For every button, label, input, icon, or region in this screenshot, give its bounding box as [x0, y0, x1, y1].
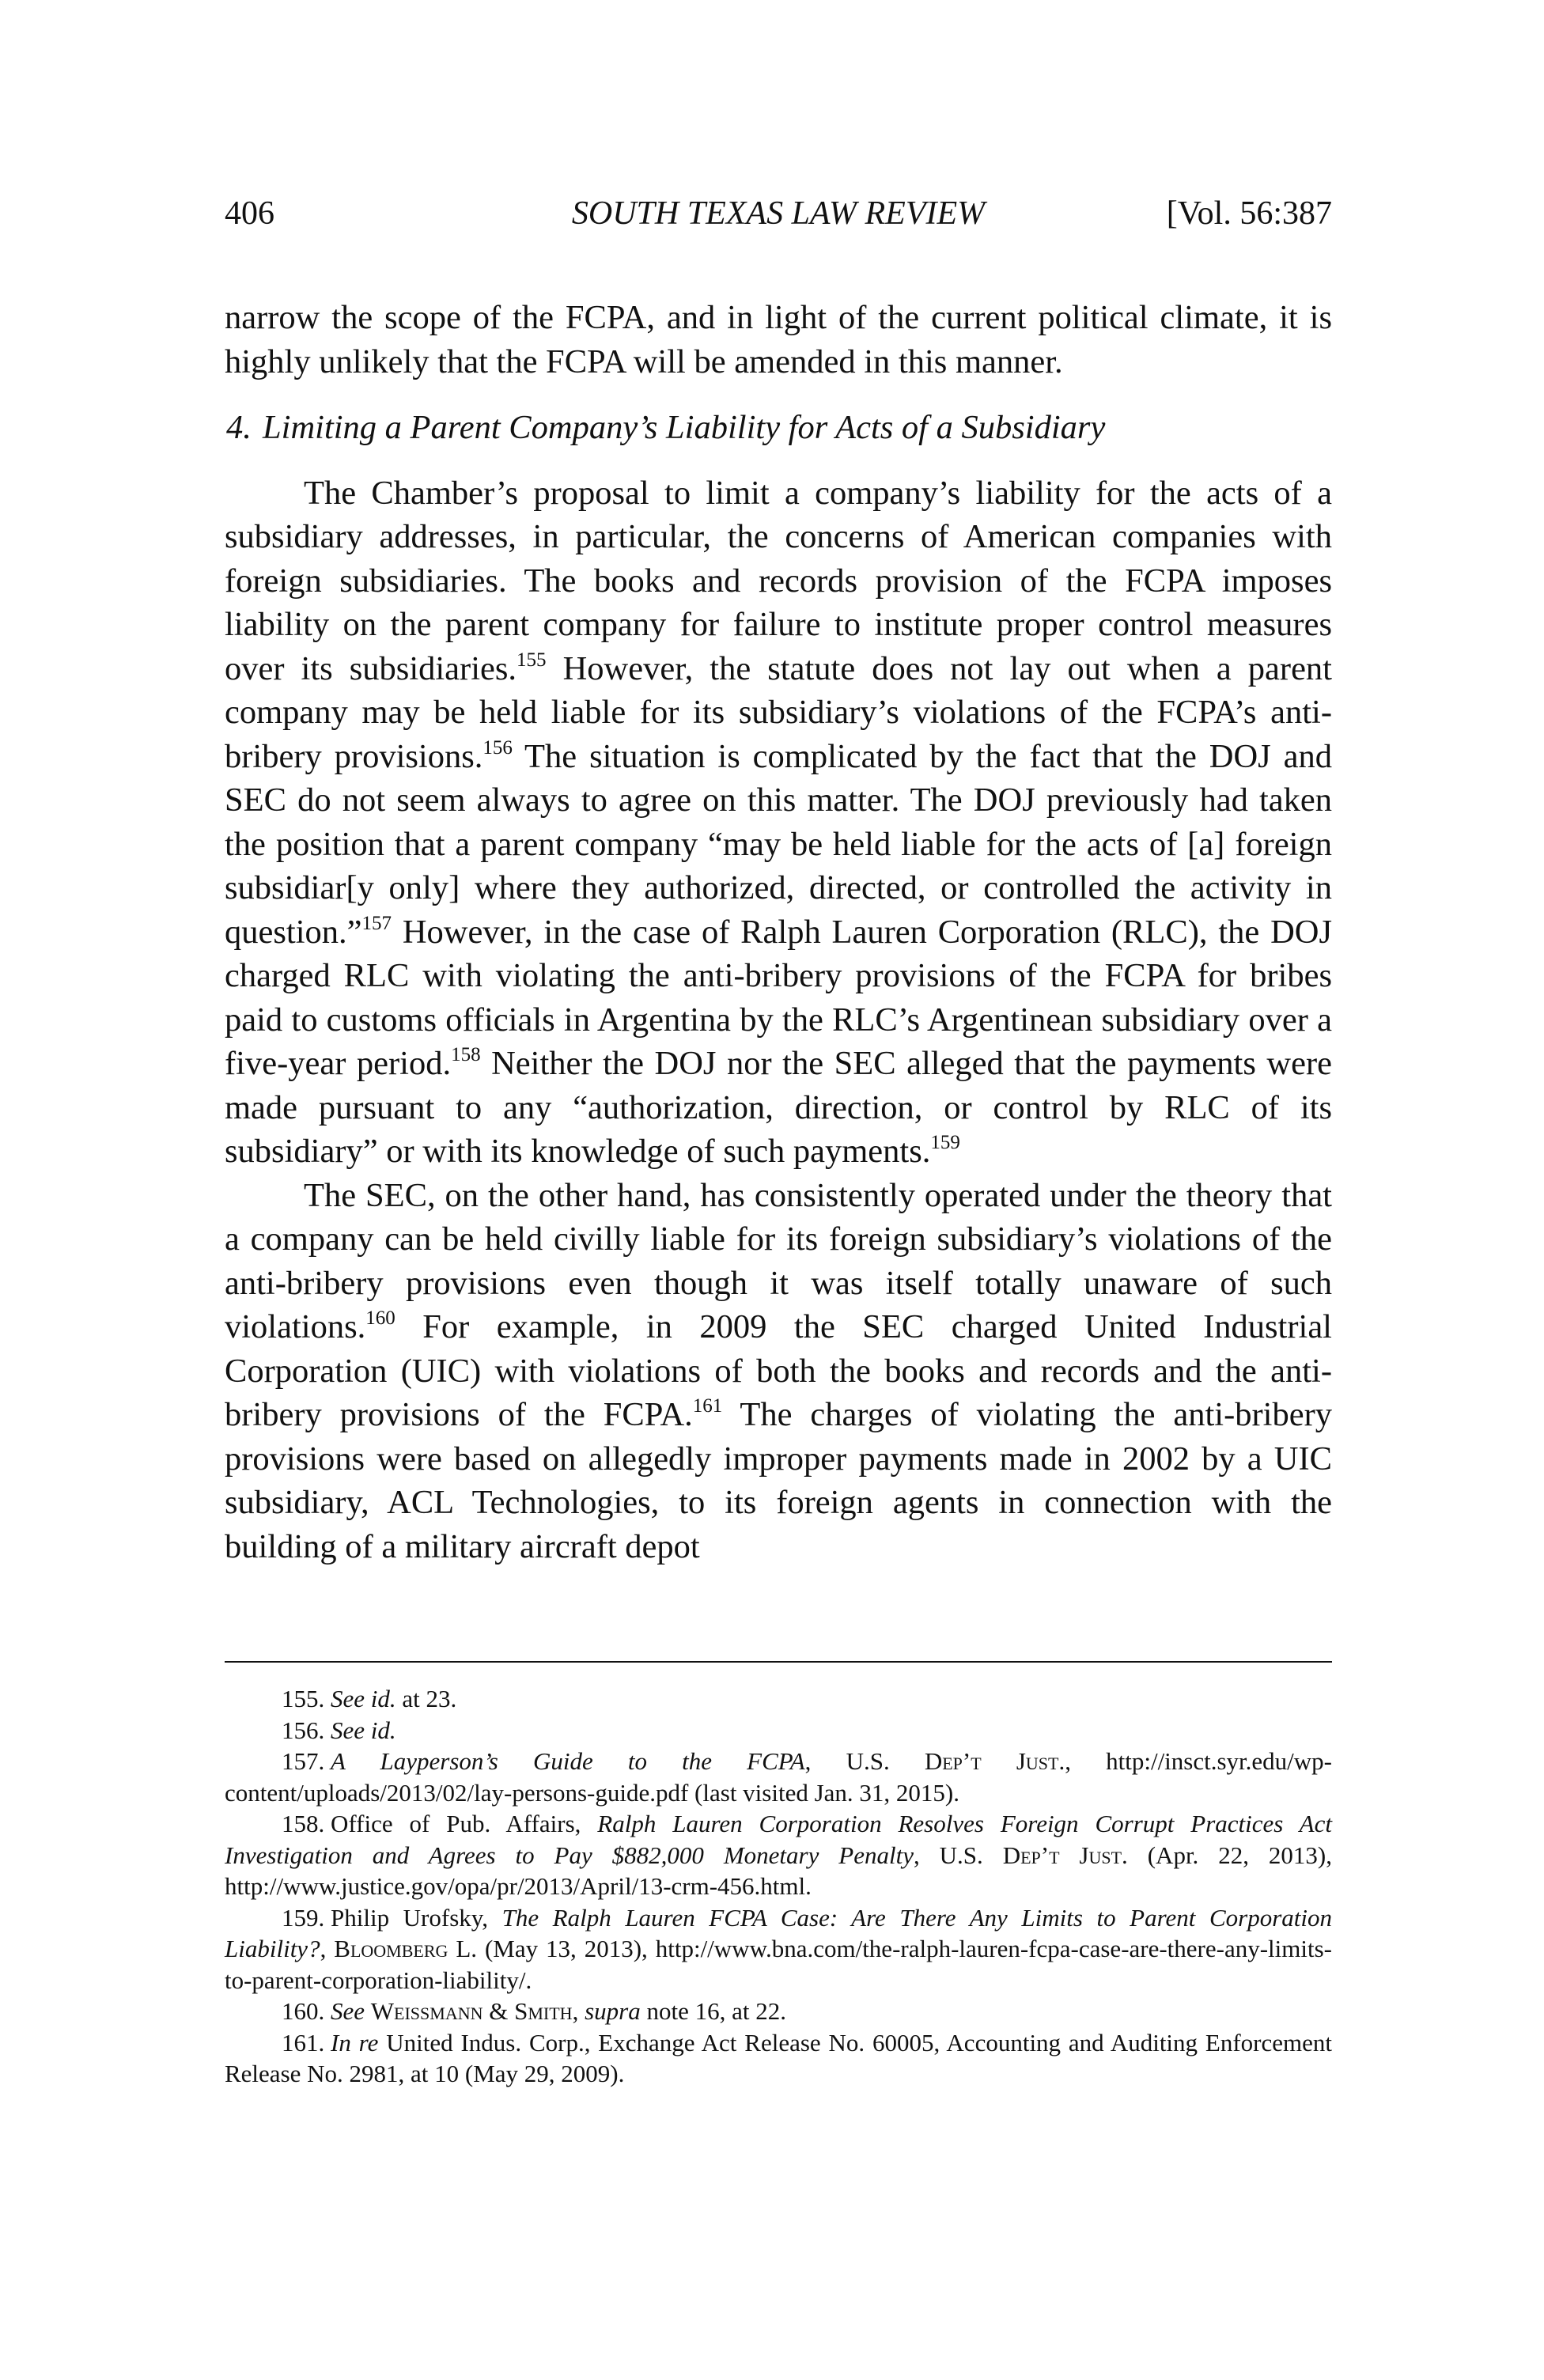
paragraph: [225, 1174, 1332, 1569]
page-number: 406: [225, 195, 274, 232]
publisher: Dep’t Just.: [924, 1747, 1065, 1775]
footnote-number: 155.: [282, 1685, 325, 1712]
footnote-ref[interactable]: 161: [692, 1395, 723, 1417]
signal: See id.: [331, 1685, 396, 1712]
footnote-ref[interactable]: 156: [482, 736, 513, 759]
text-run: However, the statute does not lay out when a parent company may be held liable for its subsidiary’s violations of the FCPA’s anti-bribery provisions.: [225, 649, 1332, 775]
footnote-158: [225, 1808, 1332, 1902]
footnote-ref[interactable]: 157: [361, 912, 392, 934]
footnote-160: [225, 1996, 1332, 2027]
footnote-157: [225, 1746, 1332, 1808]
footnote-156: [225, 1715, 1332, 1746]
footnote-text: note 16, at 22.: [640, 1997, 786, 2025]
footnote-text: Philip Urofsky,: [331, 1903, 502, 1932]
footnote-ref[interactable]: 158: [451, 1044, 481, 1065]
volume-citation: [Vol. 56:387: [1166, 195, 1332, 232]
footnote-159: [225, 1902, 1332, 1996]
journal-title: SOUTH TEXAS LAW REVIEW: [571, 195, 986, 232]
signal: See: [331, 1997, 365, 2025]
signal: supra: [585, 1997, 641, 2025]
footnote-161: [225, 2027, 1332, 2090]
footnote-text: , U.S.: [913, 1841, 1003, 1869]
section-heading-text: Limiting a Parent Company’s Liability for Acts of a Subsidiary: [263, 409, 1106, 446]
signal: See id.: [331, 1716, 396, 1744]
footnote-divider: [225, 1661, 1332, 1663]
footnote-text: United Indus. Corp., Exchange Act Release No. 60005, Accounting and Auditing Enforcement Release No. 2981, at 10 (May 29, 2009).: [225, 2028, 1332, 2087]
text-run: For example, in 2009 the SEC charged United Industrial Corporation (UIC) with violations of both the books and records and the anti-bribery provisions of the FCPA.: [225, 1308, 1332, 1433]
running-header: [225, 190, 1332, 237]
footnote-text: [365, 1997, 371, 2025]
footnote-number: 161.: [282, 2028, 325, 2056]
footnote-number: 160.: [282, 1997, 325, 2025]
section-number: 4.: [226, 409, 252, 446]
footnote-ref[interactable]: 155: [517, 649, 547, 671]
author: Weissmann & Smith: [370, 1997, 573, 2025]
footnote-number: 159.: [282, 1903, 325, 1932]
signal: In re: [331, 2028, 379, 2056]
footnote-ref[interactable]: 159: [930, 1132, 960, 1153]
text-run: The charges of violating the anti-bribery provisions were based on allegedly improper payments made in 2002 by a UIC subsidiary, ACL Technologies, to its foreign agents in connection with the building of a military aircraft depot: [225, 1396, 1332, 1565]
footnote-number: 156.: [282, 1716, 325, 1744]
footnote-text: ,: [320, 1935, 335, 1962]
source-title: Ralph Lauren Corporation Resolves Foreign Corrupt Practices Act Investigation and Agrees to Pay $882,000 Monetary Penalty: [225, 1810, 1332, 1869]
section-heading: [225, 406, 1332, 450]
publisher: Bloomberg L.: [334, 1935, 478, 1962]
text-run: The SEC, on the other hand, has consistently operated under the theory that a company can be held civilly liable for its foreign subsidiary’s violations of the anti-bribery provisions even though it was itself totally unaware of such violations.: [225, 1176, 1332, 1345]
footnote-text[interactable]: (Apr. 22, 2013), http://www.justice.gov/opa/pr/2013/April/13-crm-456.html.: [225, 1841, 1332, 1900]
footnote-155: [225, 1683, 1332, 1715]
text-run: However, in the case of Ralph Lauren Corporation (RLC), the DOJ charged RLC with violating the anti-bribery provisions of the FCPA for bribes paid to customs officials in Argentina by the RLC’s Argentinean subsidiary over a five-year period.: [225, 913, 1332, 1082]
footnote-text: Office of Pub. Affairs,: [331, 1810, 598, 1837]
footnote-text[interactable]: (May 13, 2013), http://www.bna.com/the-ralph-lauren-fcpa-case-are-there-any-limits-to-parent-corporation-liability/.: [225, 1935, 1332, 1994]
source-title: A Layperson’s Guide to the FCPA: [331, 1747, 805, 1775]
paragraph-continued: narrow the scope of the FCPA, and in light of the current political climate, it is highly unlikely that the FCPA will be amended in this manner.: [225, 299, 1332, 380]
footnote-text: at 23.: [395, 1685, 457, 1712]
footnote-number: 157.: [282, 1747, 325, 1775]
footnote-ref[interactable]: 160: [365, 1307, 395, 1329]
text-run: The situation is complicated by the fact that the DOJ and SEC do not seem always to agree on this matter. The DOJ previously had taken the position that a parent company “may be held liable for the acts of [a] foreign subsidiar[y only] where they authorized, directed, or controlled the activity in question.”: [225, 737, 1332, 951]
footnote-text: , U.S.: [804, 1747, 925, 1775]
footnote-text[interactable]: , http://insct.syr.edu/wp-content/uploads/2013/02/lay-persons-guide.pdf (last visited Jan. 31, 2015).: [225, 1747, 1332, 1807]
text-run: The Chamber’s proposal to limit a company’s liability for the acts of a subsidiary addresses, in particular, the concerns of American companies with foreign subsidiaries. The books and records provision of the FCPA imposes liability on the parent company for failure to institute proper control measures over its subsidiaries.: [225, 474, 1332, 687]
text-run: Neither the DOJ nor the SEC alleged that the payments were made pursuant to any “authorization, direction, or control by RLC of its subsidiary” or with its knowledge of such payments.: [225, 1045, 1332, 1170]
footnotes: [225, 1683, 1332, 2090]
source-title: The Ralph Lauren FCPA Case: Are There Any Limits to Parent Corporation Liability?: [225, 1903, 1332, 1962]
main-text: [225, 296, 1332, 1568]
footnote-number: 158.: [282, 1810, 325, 1837]
publisher: Dep’t Just.: [1002, 1841, 1128, 1869]
footnote-text: ,: [572, 1997, 585, 2025]
paragraph: [225, 471, 1332, 1174]
